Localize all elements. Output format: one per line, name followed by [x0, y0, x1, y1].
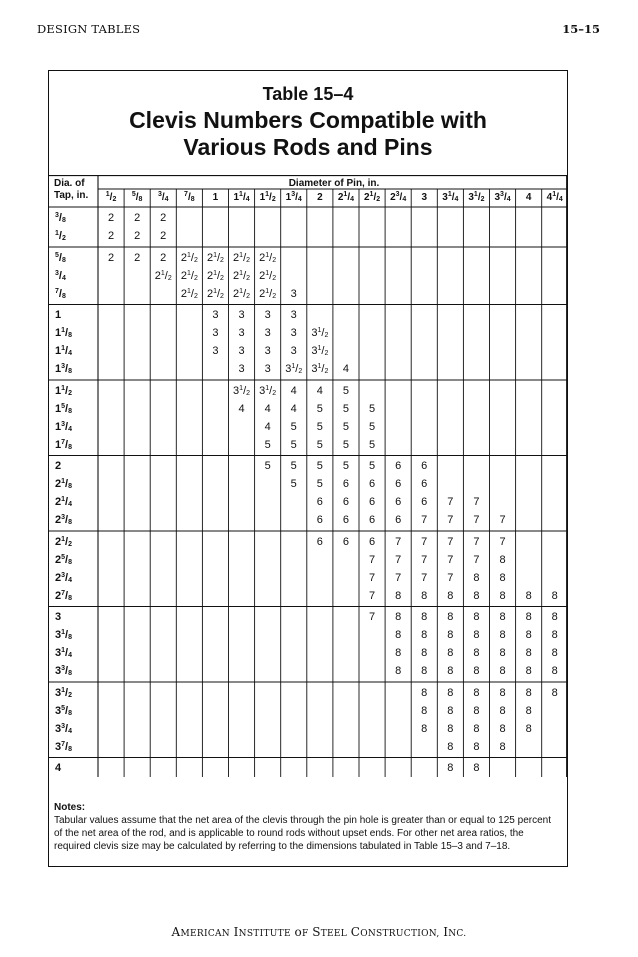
- clevis-number-cell: 2: [160, 251, 167, 264]
- clevis-number-cell: $3^1/_2$: [285, 363, 303, 375]
- clevis-number-cell: $2^1/_2$: [259, 269, 277, 282]
- rod-diameter-label: $3^3/_4$: [55, 722, 72, 735]
- clevis-number-cell: 5: [316, 420, 323, 433]
- clevis-number-cell: 7: [447, 553, 454, 566]
- clevis-number-cell: $2^1/_2$: [180, 269, 198, 282]
- rod-diameter-label: $2^7/_8$: [55, 589, 72, 602]
- clevis-number-cell: $2^1/_2$: [233, 287, 251, 300]
- clevis-number-cell: 8: [499, 740, 506, 753]
- rod-diameter-header-unit: Tap, in.: [54, 190, 89, 201]
- clevis-number-cell: 4: [264, 420, 271, 433]
- rod-diameter-label: $1^3/_4$: [55, 420, 72, 433]
- rod-diameter-label: 3: [55, 611, 62, 623]
- clevis-number-cell: 7: [421, 571, 428, 584]
- clevis-number-cell: 8: [551, 629, 558, 641]
- clevis-number-cell: 3: [212, 327, 219, 339]
- rod-diameter-label: $3^7/_8$: [55, 740, 72, 753]
- clevis-number-cell: $2^1/_2$: [206, 269, 224, 282]
- clevis-number-cell: 8: [447, 665, 454, 677]
- clevis-number-cell: 8: [447, 589, 454, 602]
- clevis-number-cell: 5: [316, 402, 323, 415]
- clevis-number-cell: 8: [473, 589, 480, 602]
- clevis-number-cell: 8: [499, 629, 506, 641]
- clevis-number-cell: 3: [264, 327, 271, 339]
- clevis-table: [49, 175, 567, 777]
- clevis-number-cell: 8: [525, 647, 532, 659]
- rod-diameter-label: $2^3/_8$: [55, 514, 72, 526]
- clevis-number-cell: 3: [212, 345, 219, 357]
- rod-diameter-label: $^1/_2$: [55, 230, 66, 242]
- rod-diameter-label: $2^3/_4$: [55, 571, 72, 584]
- clevis-number-cell: $2^1/_2$: [233, 269, 251, 282]
- clevis-number-cell: 8: [421, 704, 428, 717]
- clevis-number-cell: 5: [290, 420, 297, 433]
- table-titles: [49, 83, 567, 161]
- pin-diameter-label: $1^1/_4$: [233, 191, 250, 203]
- clevis-number-cell: 4: [238, 402, 245, 415]
- clevis-number-cell: 5: [368, 438, 376, 451]
- clevis-number-cell: 2: [107, 251, 115, 264]
- rod-diameter-label: $3^5/_8$: [55, 704, 72, 717]
- rod-diameter-label: $1^1/_4$: [55, 345, 72, 357]
- clevis-number-cell: 8: [551, 665, 558, 677]
- table-notes: [54, 801, 561, 853]
- rod-diameter-label: $3^3/_8$: [55, 665, 72, 677]
- clevis-number-cell: 4: [290, 402, 297, 415]
- rod-diameter-label: $1^5/_8$: [55, 402, 72, 415]
- clevis-number-cell: 8: [551, 589, 558, 602]
- rod-diameter-header: Dia. of: [54, 178, 85, 189]
- clevis-number-cell: 7: [395, 571, 402, 584]
- pin-diameter-label: $1^1/_2$: [259, 191, 276, 203]
- clevis-number-cell: $3^1/_2$: [311, 345, 329, 357]
- rod-diameter-label: $1^1/_2$: [55, 384, 72, 397]
- clevis-number-cell: 8: [473, 686, 480, 699]
- rod-diameter-label: $1^1/_8$: [55, 327, 72, 339]
- clevis-number-cell: 7: [473, 535, 480, 548]
- clevis-number-cell: 3: [264, 345, 271, 357]
- clevis-number-cell: 7: [368, 589, 376, 602]
- clevis-number-cell: 6: [395, 496, 402, 508]
- pin-diameter-label: 4: [525, 192, 532, 203]
- clevis-number-cell: 7: [473, 514, 480, 526]
- rod-diameter-label: $^3/_4$: [55, 269, 66, 282]
- clevis-number-cell: 5: [342, 420, 349, 433]
- clevis-number-cell: 3: [238, 327, 245, 339]
- clevis-number-cell: 8: [551, 686, 558, 699]
- table-number: Table 15–4: [262, 84, 354, 104]
- clevis-number-cell: 8: [525, 589, 532, 602]
- clevis-number-cell: 7: [473, 496, 480, 508]
- clevis-number-cell: 8: [421, 665, 428, 677]
- clevis-number-cell: 8: [499, 589, 506, 602]
- clevis-number-cell: 8: [525, 704, 532, 717]
- clevis-number-cell: 8: [473, 629, 480, 641]
- clevis-number-cell: 5: [342, 438, 349, 451]
- clevis-number-cell: 8: [473, 647, 480, 659]
- clevis-number-cell: $3^1/_2$: [259, 384, 277, 397]
- clevis-number-cell: 6: [421, 496, 428, 508]
- pin-diameter-label: $3^1/_2$: [468, 191, 485, 203]
- clevis-number-cell: 7: [421, 553, 428, 566]
- clevis-number-cell: 8: [551, 647, 558, 659]
- clevis-number-cell: 7: [447, 535, 454, 548]
- rod-diameter-label: $1^7/_8$: [55, 438, 72, 451]
- pin-diameter-label: $2^1/_2$: [363, 191, 381, 203]
- pin-diameter-label: $^1/_2$: [105, 191, 117, 203]
- clevis-number-cell: 6: [368, 478, 376, 490]
- clevis-number-cell: 8: [447, 647, 454, 659]
- pin-diameter-label: $2^1/_4$: [337, 191, 355, 203]
- clevis-number-cell: 6: [342, 496, 349, 508]
- clevis-number-cell: 7: [473, 553, 480, 566]
- clevis-number-cell: 8: [447, 686, 454, 699]
- clevis-number-cell: 8: [499, 571, 506, 584]
- clevis-number-cell: 7: [447, 514, 454, 526]
- clevis-number-cell: 6: [316, 535, 323, 548]
- clevis-number-cell: 4: [316, 384, 323, 397]
- publisher-line: AMERICAN INSTITUTE oF STEEL CONSTRUCTION, INC.: [171, 925, 467, 939]
- clevis-number-cell: $2^1/_2$: [233, 251, 251, 264]
- clevis-number-cell: $2^1/_2$: [206, 287, 224, 300]
- clevis-number-cell: 8: [395, 647, 402, 659]
- rod-diameter-label: $2^5/_8$: [55, 553, 72, 566]
- clevis-number-cell: 6: [395, 478, 402, 490]
- clevis-number-cell: 8: [525, 686, 532, 699]
- clevis-number-cell: $3^1/_2$: [311, 327, 329, 339]
- rod-diameter-label: $2^1/_4$: [55, 496, 72, 508]
- clevis-number-cell: 8: [499, 686, 506, 699]
- clevis-number-cell: $2^1/_2$: [259, 287, 277, 300]
- clevis-number-cell: $3^1/_2$: [233, 384, 251, 397]
- table-frame: [48, 70, 568, 867]
- clevis-number-cell: 4: [342, 363, 349, 375]
- clevis-number-cell: $2^1/_2$: [206, 251, 224, 264]
- clevis-number-cell: 8: [395, 589, 402, 602]
- rod-diameter-label: 4: [55, 762, 62, 774]
- clevis-number-cell: 8: [551, 611, 558, 623]
- clevis-number-cell: 8: [421, 722, 428, 735]
- clevis-number-cell: 6: [368, 514, 376, 526]
- clevis-number-cell: 8: [447, 722, 454, 735]
- clevis-number-cell: 6: [368, 535, 376, 548]
- page-number: 15–15: [562, 22, 600, 36]
- clevis-number-cell: 5: [264, 438, 271, 451]
- pin-diameter-label: $^5/_8$: [131, 191, 143, 203]
- rod-diameter-label: $^3/_8$: [55, 212, 66, 224]
- clevis-number-cell: 8: [395, 629, 402, 641]
- clevis-number-cell: 8: [421, 686, 428, 699]
- clevis-number-cell: 2: [160, 212, 167, 224]
- clevis-number-cell: $2^1/_2$: [154, 269, 172, 282]
- table-title: [49, 107, 567, 161]
- rod-diameter-label: $2^1/_2$: [55, 535, 72, 548]
- clevis-number-cell: 6: [316, 514, 323, 526]
- table-title-line-2: Various Rods and Pins: [183, 134, 433, 160]
- clevis-number-cell: 5: [316, 478, 323, 490]
- rod-diameter-label: $3^1/_2$: [55, 686, 72, 699]
- clevis-number-cell: 4: [264, 402, 271, 415]
- clevis-number-cell: 8: [395, 665, 402, 677]
- rod-diameter-label: $3^1/_4$: [55, 647, 72, 659]
- clevis-number-cell: 8: [395, 611, 402, 623]
- pin-diameter-label: 3: [421, 192, 428, 203]
- clevis-number-cell: 3: [264, 363, 271, 375]
- page-footer: [0, 925, 638, 939]
- clevis-number-cell: 8: [525, 629, 532, 641]
- clevis-number-cell: 8: [421, 629, 428, 641]
- clevis-number-cell: 8: [447, 740, 454, 753]
- clevis-number-cell: 3: [264, 309, 271, 321]
- clevis-number-cell: 3: [212, 309, 219, 321]
- clevis-number-cell: 5: [368, 420, 376, 433]
- clevis-number-cell: 8: [421, 589, 428, 602]
- clevis-number-cell: 5: [316, 460, 323, 472]
- pin-diameter-label: $4^1/_4$: [546, 191, 563, 203]
- clevis-number-cell: 2: [107, 230, 115, 242]
- clevis-number-cell: 8: [499, 553, 506, 566]
- clevis-number-cell: 3: [290, 287, 297, 300]
- clevis-number-cell: 6: [421, 478, 428, 490]
- clevis-number-cell: 8: [473, 762, 480, 774]
- clevis-number-cell: $2^1/_2$: [259, 251, 277, 264]
- clevis-number-cell: 8: [499, 665, 506, 677]
- clevis-number-cell: 2: [134, 212, 141, 224]
- pin-diameter-label: $2^3/_4$: [390, 191, 407, 203]
- table-title-line-1: Clevis Numbers Compatible with: [129, 107, 487, 133]
- clevis-number-cell: 6: [342, 535, 349, 548]
- clevis-number-cell: 7: [499, 535, 506, 548]
- clevis-number-cell: $3^1/_2$: [311, 363, 329, 375]
- clevis-number-cell: 8: [499, 704, 506, 717]
- clevis-number-cell: 7: [395, 535, 402, 548]
- clevis-number-cell: 8: [447, 629, 454, 641]
- clevis-number-cell: 7: [421, 535, 428, 548]
- pin-diameter-label: $3^1/_4$: [442, 191, 459, 203]
- rod-diameter-label: 2: [55, 460, 62, 472]
- clevis-number-cell: $2^1/_2$: [180, 251, 198, 264]
- clevis-number-cell: 8: [525, 665, 532, 677]
- clevis-number-cell: 5: [264, 460, 271, 472]
- clevis-number-cell: 3: [238, 345, 245, 357]
- pin-diameter-label: $1^3/_4$: [285, 191, 302, 203]
- clevis-number-cell: 7: [368, 571, 376, 584]
- clevis-number-cell: 8: [473, 704, 480, 717]
- rod-diameter-label: $2^1/_8$: [55, 478, 72, 490]
- clevis-number-cell: 7: [368, 611, 376, 623]
- clevis-number-cell: 6: [395, 460, 402, 472]
- clevis-number-cell: 3: [238, 363, 245, 375]
- clevis-number-cell: 7: [499, 514, 506, 526]
- clevis-number-cell: 2: [134, 230, 141, 242]
- clevis-number-cell: 3: [290, 345, 297, 357]
- pin-diameter-label: $3^3/_4$: [494, 191, 511, 203]
- clevis-number-cell: 8: [525, 611, 532, 623]
- clevis-number-cell: 4: [290, 384, 297, 397]
- pin-diameter-label: 1: [212, 192, 219, 203]
- clevis-number-cell: 6: [316, 496, 323, 508]
- clevis-number-cell: 7: [368, 553, 376, 566]
- clevis-number-cell: 3: [290, 327, 297, 339]
- clevis-number-cell: 7: [395, 553, 402, 566]
- section-title: DESIGN TABLES: [37, 22, 141, 36]
- clevis-number-cell: 8: [421, 647, 428, 659]
- clevis-number-cell: 8: [447, 704, 454, 717]
- clevis-number-cell: 2: [160, 230, 167, 242]
- clevis-number-cell: 2: [107, 212, 115, 224]
- clevis-number-cell: 8: [499, 722, 506, 735]
- clevis-number-cell: 8: [421, 611, 428, 623]
- clevis-number-cell: $2^1/_2$: [180, 287, 198, 300]
- clevis-number-cell: 8: [525, 722, 532, 735]
- pin-diameter-label: $^7/_8$: [184, 191, 195, 203]
- clevis-number-cell: 5: [290, 438, 297, 451]
- clevis-number-cell: 5: [368, 460, 376, 472]
- pin-diameter-header: Diameter of Pin, in.: [288, 178, 380, 189]
- clevis-number-cell: 8: [499, 647, 506, 659]
- clevis-number-cell: 8: [473, 722, 480, 735]
- notes-text: Tabular values assume that the net area of the clevis through the pin hole is greater than or equal to 125 percent of the net area of the rod, and is applicable to round rods without upset ends. For other net area ratios, the required clevis size may be calculated by referring to the dimensions tabulated in Table 15–3 and 7–18.: [54, 815, 551, 852]
- clevis-number-cell: 8: [473, 571, 480, 584]
- clevis-number-cell: 5: [342, 460, 349, 472]
- rod-diameter-label: $3^1/_8$: [55, 629, 72, 641]
- clevis-number-cell: 7: [421, 514, 428, 526]
- pin-diameter-label: 2: [317, 192, 323, 203]
- clevis-number-cell: 2: [134, 251, 141, 264]
- pin-diameter-label: $^3/_4$: [157, 191, 169, 203]
- clevis-number-cell: 8: [473, 611, 480, 623]
- clevis-number-cell: 6: [342, 478, 349, 490]
- clevis-number-cell: 6: [342, 514, 349, 526]
- clevis-number-cell: 8: [499, 611, 506, 623]
- clevis-number-cell: 5: [316, 438, 323, 451]
- clevis-number-cell: 8: [447, 611, 454, 623]
- notes-title: Notes:: [54, 802, 86, 813]
- clevis-number-cell: 5: [342, 384, 349, 397]
- clevis-number-cell: 8: [447, 762, 454, 774]
- clevis-number-cell: 3: [238, 309, 245, 321]
- clevis-number-cell: 6: [421, 460, 428, 472]
- clevis-number-cell: 7: [447, 571, 454, 584]
- clevis-number-cell: 7: [447, 496, 454, 508]
- rod-diameter-label: $^5/_8$: [55, 251, 66, 264]
- clevis-number-cell: 5: [290, 478, 297, 490]
- clevis-number-cell: 5: [368, 402, 376, 415]
- clevis-number-cell: 8: [473, 740, 480, 753]
- clevis-number-cell: 5: [342, 402, 349, 415]
- clevis-number-cell: 6: [395, 514, 402, 526]
- clevis-number-cell: 3: [290, 309, 297, 321]
- clevis-number-cell: 5: [290, 460, 297, 472]
- clevis-number-cell: 8: [473, 665, 480, 677]
- rod-diameter-label: 1: [55, 309, 62, 321]
- rod-diameter-label: $1^3/_8$: [55, 363, 72, 375]
- running-head: [37, 22, 600, 38]
- rod-diameter-label: $^7/_8$: [55, 287, 66, 300]
- clevis-number-cell: 6: [368, 496, 376, 508]
